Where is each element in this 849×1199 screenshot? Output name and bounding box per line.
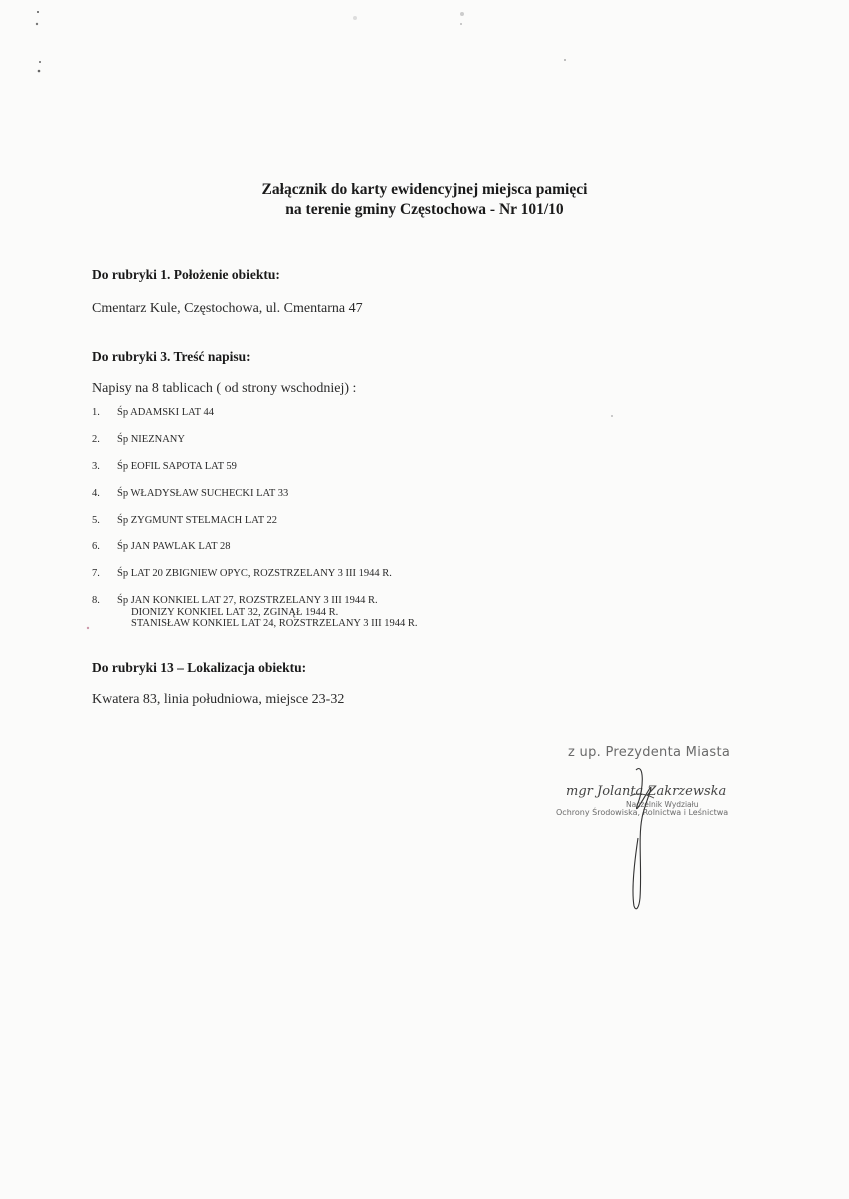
section-heading-location: Do rubryki 1. Położenie obiektu: <box>92 267 280 282</box>
stamp-department: Ochrony Środowiska, Rolnictwa i Leśnictwa <box>556 808 729 817</box>
stamp-role: Naczelnik Wydziału <box>626 800 699 809</box>
stamp-name: mgr Jolanta Zakrzewska <box>566 784 727 799</box>
section-text-inscription: Napisy na 8 tablicach ( od strony wschodniej) : <box>92 381 357 396</box>
section-text-location: Cmentarz Kule, Częstochowa, ul. Cmentarna 47 <box>92 301 363 316</box>
official-stamp <box>556 740 786 920</box>
signature-icon <box>616 748 676 918</box>
document-title-line-1: Załącznik do karty ewidencyjnej miejsca pamięci <box>261 181 588 198</box>
document-title-line-2: na terenie gminy Częstochowa - Nr 101/10 <box>285 201 564 218</box>
section-heading-localization: Do rubryki 13 – Lokalizacja obiektu: <box>92 660 307 675</box>
section-heading-inscription: Do rubryki 3. Treść napisu: <box>92 349 251 364</box>
document-page: Załącznik do karty ewidencyjnej miejsca pamięci na terenie gminy Częstochowa - Nr 101/10 Do rubryki 1. Położenie obiektu: Cmentarz Kule, Częstochowa, ul. Cmentarna 47 Do rubryki 3. Treść napisu: Napisy na 8 tablicach ( od strony wschodniej) : 1. Śp ADAMSKI LAT 44 2. Śp NIEZNANY 3. Śp EOFIL SAPOTA LAT 59 4. Śp WŁADYSŁAW SUCHECKI LAT 33 5. Śp ZYGMUNT STELMACH LAT 22 6. Śp JAN PAWLAK LAT 28 7. Śp LAT 20 ZBIGNIEW OPYC, ROZSTRZELANY 3 III 1944 R. 8. Śp JAN KONKIEL LAT 27, ROZSTRZELANY 3 III 1944 R. DIONIZY KONKIEL LAT 32, ZGINĄŁ 1944 R. STANISŁAW KONKIEL LAT 24, ROZSTRZELANY 3 III 1944 R. Do rubryki 13 – Lokalizacja obiektu: Kwatera 83, linia południowa, miejsce 23-32 z up. Prezydenta Miasta mgr Jolanta Zakrzewska Naczelnik Wydziału Ochrony Środowiska, Rolnictwa i Leśnictwa <box>0 0 849 1199</box>
section-text-localization: Kwatera 83, linia południowa, miejsce 23-32 <box>92 692 345 707</box>
stamp-authority: z up. Prezydenta Miasta <box>568 745 731 760</box>
